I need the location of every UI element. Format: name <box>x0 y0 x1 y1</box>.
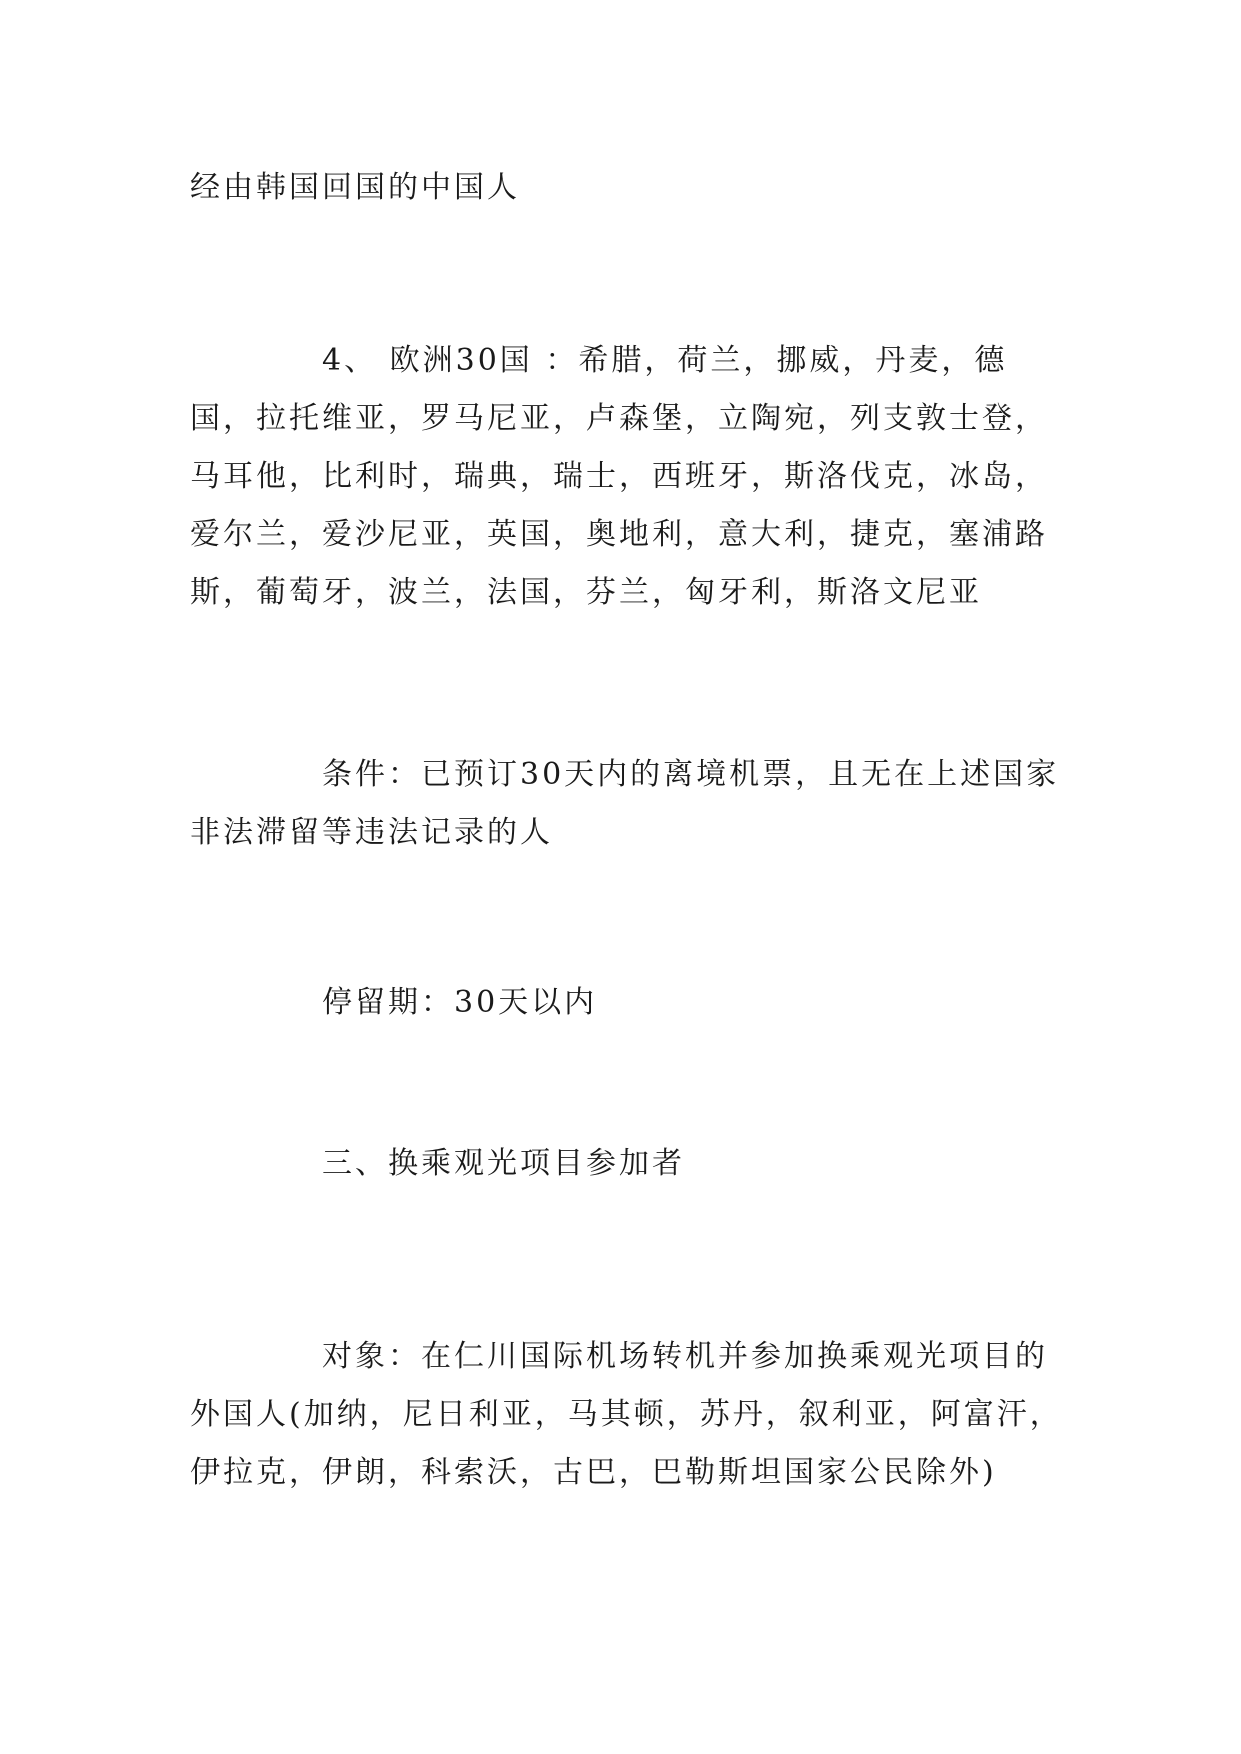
paragraph-stay-period: 停留期：30天以内 <box>190 985 598 1020</box>
paragraph-conditions: 条件：已预订30天内的离境机票，且无在上述国家非法滞留等违法记录的人 <box>190 757 1060 850</box>
section-heading-transfer-tour: 三、换乘观光项目参加者 <box>190 1146 685 1181</box>
paragraph-returning-chinese: 经由韩国回国的中国人 <box>190 170 520 205</box>
paragraph-eligibility: 对象：在仁川国际机场转机并参加换乘观光项目的外国人(加纳，尼日利亚，马其顿，苏丹，叙利亚，阿富汗，伊拉克，伊朗，科索沃，古巴，巴勒斯坦国家公民除外) <box>190 1339 1063 1490</box>
paragraph-europe-30-countries: 4、 欧洲30国 ：希腊，荷兰，挪威，丹麦，德国，拉托维亚，罗马尼亚，卢森堡，立陶宛，列支敦士登，马耳他，比利时，瑞典，瑞士，西班牙，斯洛伐克，冰岛，爱尔兰，爱沙尼亚，英国，奥地利，意大利，捷克，塞浦路斯，葡萄牙，波兰，法国，芬兰，匈牙利，斯洛文尼亚 <box>190 343 1048 610</box>
